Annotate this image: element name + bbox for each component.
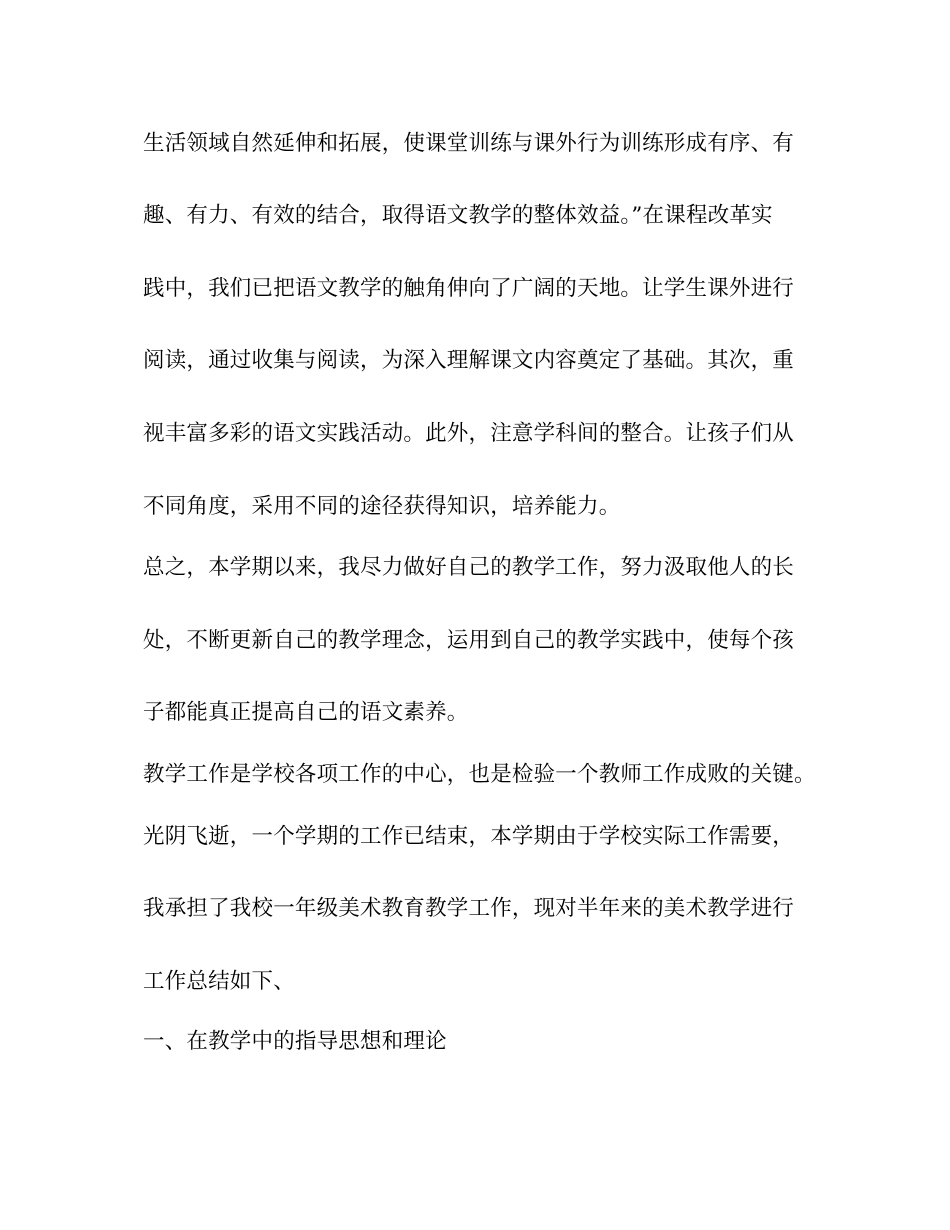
text-line: 生活领域自然延伸和拓展，使课堂训练与课外行为训练形成有序、有 bbox=[143, 131, 795, 156]
text-line: 光阴飞逝，一个学期的工作已结束，本学期由于学校实际工作需要， bbox=[143, 824, 795, 849]
text-line: 我承担了我校一年级美术教育教学工作，现对半年来的美术教学进行 bbox=[143, 896, 795, 921]
text-line: 处，不断更新自己的教学理念，运用到自己的教学实践中，使每个孩 bbox=[143, 628, 795, 653]
text-line: 总之，本学期以来，我尽力做好自己的教学工作，努力汲取他人的长 bbox=[143, 555, 795, 580]
text-line: 践中，我们已把语文教学的触角伸向了广阔的天地。让学生课外进行 bbox=[143, 276, 795, 301]
text-line: 子都能真正提高自己的语文素养。 bbox=[143, 700, 469, 725]
text-line: 工作总结如下、 bbox=[143, 969, 295, 994]
text-line: 不同角度，采用不同的途径获得知识，培养能力。 bbox=[143, 494, 621, 519]
text-line: 趣、有力、有效的结合，取得语文教学的整体效益。”在课程改革实 bbox=[143, 203, 773, 228]
text-line: 视丰富多彩的语文实践活动。此外，注意学科间的整合。让孩子们从 bbox=[143, 421, 795, 446]
section-heading: 一、在教学中的指导思想和理论 bbox=[143, 1029, 447, 1054]
text-line: 教学工作是学校各项工作的中心，也是检验一个教师工作成败的关键。 bbox=[143, 762, 816, 787]
text-line: 阅读，通过收集与阅读，为深入理解课文内容奠定了基础。其次，重 bbox=[143, 348, 795, 373]
